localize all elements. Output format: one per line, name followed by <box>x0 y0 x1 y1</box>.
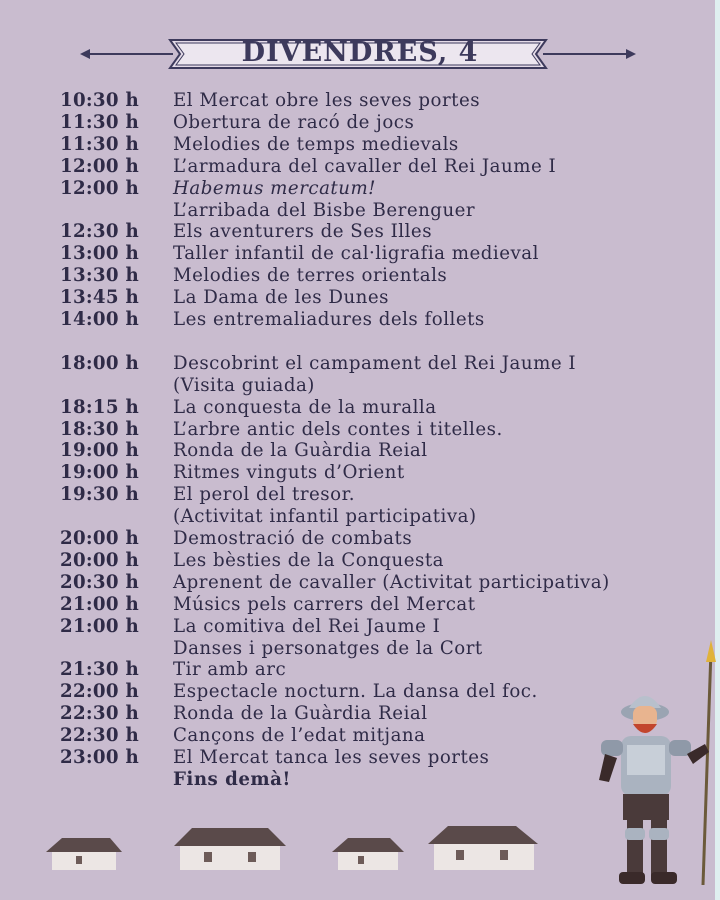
event-description: Cançons de l’edat mitjana <box>173 725 426 747</box>
event-description: Ritmes vinguts d’Orient <box>173 462 405 484</box>
event-description: L’armadura del cavaller del Rei Jaume I <box>173 155 557 177</box>
event-time: 22:30 h <box>60 725 139 747</box>
event-time: 20:00 h <box>60 528 139 549</box>
event-description: (Activitat infantil participativa) <box>173 506 477 528</box>
event-time: 12:30 h <box>60 221 139 243</box>
event-time: 21:00 h <box>60 593 139 615</box>
event-time: 19:30 h <box>60 484 139 506</box>
event-time: 12:00 h <box>60 155 139 177</box>
event-time: 13:00 h <box>60 243 139 265</box>
event-description: Ronda de la Guàrdia Reial <box>173 703 428 725</box>
event-time: 21:00 h <box>60 615 139 637</box>
event-description: Músics pels carrers del Mercat <box>173 593 476 615</box>
medieval-house-icon <box>428 826 538 870</box>
medieval-house-icon <box>46 838 122 870</box>
event-time: 22:00 h <box>60 681 139 703</box>
event-description: Taller infantil de cal·ligrafia medieval <box>173 243 539 265</box>
event-description: La comitiva del Rei Jaume I <box>173 615 441 637</box>
event-description: Les bèsties de la Conquesta <box>173 549 445 571</box>
event-time: 13:45 h <box>60 287 139 309</box>
event-time: 11:30 h <box>60 133 139 155</box>
event-description: Espectacle nocturn. La dansa del foc. <box>173 681 538 703</box>
event-description: Tir amb arc <box>173 659 287 681</box>
event-time: 22:30 h <box>60 703 139 725</box>
medieval-house-icon <box>332 838 404 870</box>
event-description: Descobrint el campament del Rei Jaume I <box>173 352 577 374</box>
event-time: 18:30 h <box>60 418 139 440</box>
event-description: Melodies de temps medievals <box>173 133 459 155</box>
event-time: 10:30 h <box>60 90 139 111</box>
knight-with-spear-illustration <box>575 640 720 900</box>
event-time: 11:30 h <box>60 111 139 133</box>
event-time: 14:00 h <box>60 309 139 330</box>
event-description: Les entremaliadures dels follets <box>173 309 485 330</box>
event-time: 20:30 h <box>60 571 139 593</box>
event-description: Els aventurers de Ses Illes <box>173 221 433 243</box>
event-description: El perol del tresor. <box>173 484 356 506</box>
event-description: El Mercat obre les seves portes <box>173 90 481 111</box>
event-time: 18:15 h <box>60 396 139 418</box>
event-description: Melodies de terres orientals <box>173 265 448 287</box>
page-title: DIVENDRES, 4 <box>241 37 479 68</box>
event-time: 13:30 h <box>60 265 139 287</box>
event-description: L’arbre antic dels contes i titelles. <box>173 418 503 440</box>
event-time: 18:00 h <box>60 352 139 374</box>
event-description: Demostració de combats <box>173 528 413 549</box>
event-description: La Dama de les Dunes <box>173 287 389 309</box>
event-time: 20:00 h <box>60 549 139 571</box>
event-description: El Mercat tanca les seves portes <box>173 747 490 768</box>
event-description: Aprenent de cavaller (Activitat participativa) <box>173 571 610 593</box>
event-description: Danses i personatges de la Cort <box>173 637 483 659</box>
event-time: 19:00 h <box>60 440 139 462</box>
closing-text: Fins demà! <box>173 768 291 790</box>
event-description: (Visita guiada) <box>173 374 315 396</box>
event-description: Ronda de la Guàrdia Reial <box>173 440 428 462</box>
event-time: 21:30 h <box>60 659 139 681</box>
event-description: Habemus mercatum! <box>173 177 376 199</box>
event-time: 23:00 h <box>60 747 139 768</box>
event-description: Obertura de racó de jocs <box>173 111 415 133</box>
medieval-house-icon <box>174 828 286 870</box>
event-time: 12:00 h <box>60 177 139 199</box>
event-description: La conquesta de la muralla <box>173 396 437 418</box>
event-time: 19:00 h <box>60 462 139 484</box>
event-description: L’arribada del Bisbe Berenguer <box>173 199 476 221</box>
